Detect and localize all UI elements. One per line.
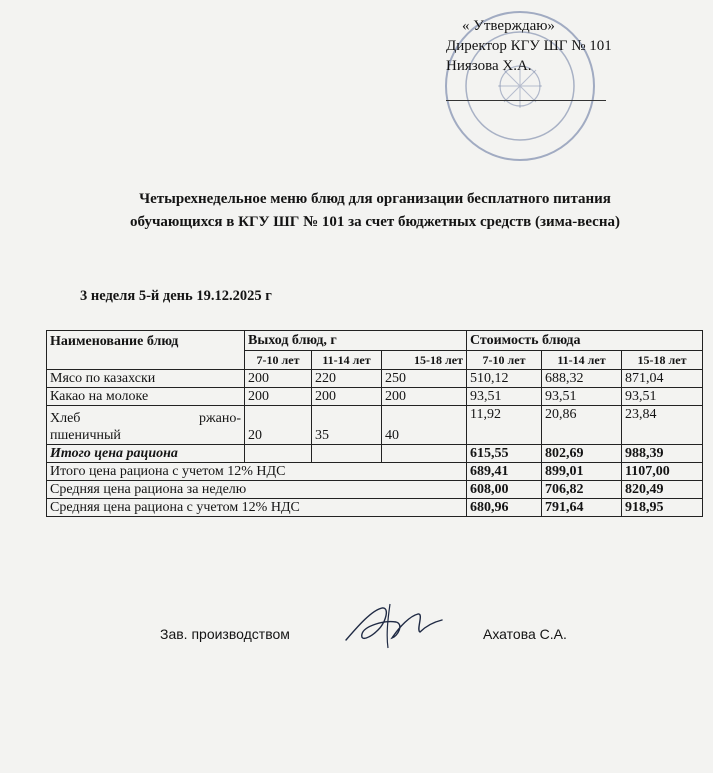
age-header: 7-10 лет xyxy=(467,351,542,370)
table-row xyxy=(47,406,703,445)
footer-role: Зав. производством xyxy=(160,626,290,642)
cost-value: 688,32 xyxy=(542,370,622,388)
total-label: Средняя цена рациона за неделю xyxy=(47,481,467,499)
dish-name: Какао на молоке xyxy=(47,388,245,406)
header-row xyxy=(47,331,703,351)
output-value: 250 xyxy=(382,370,467,388)
title-line-2: обучающихся в КГУ ШГ № 101 за счет бюджетных средств (зима-весна) xyxy=(130,214,620,230)
header-name: Наименование блюд xyxy=(47,331,245,370)
header-output: Выход блюд, г xyxy=(245,331,467,351)
total-value: 820,49 xyxy=(622,481,703,499)
output-value: 200 xyxy=(245,388,312,406)
output-value: 20 xyxy=(245,406,312,445)
total-value: 988,39 xyxy=(622,445,703,463)
header-cost: Стоимость блюда xyxy=(467,331,703,351)
cost-value: 510,12 xyxy=(467,370,542,388)
menu-table xyxy=(46,330,703,517)
output-value: 35 xyxy=(312,406,382,445)
dish-name-line-2: пшеничный xyxy=(50,428,121,443)
title-line-1: Четырехнедельное меню блюд для организации бесплатного питания xyxy=(139,191,611,207)
total-value: 918,95 xyxy=(622,499,703,517)
age-header: 15-18 лет xyxy=(622,351,703,370)
age-header: 11-14 лет xyxy=(312,351,382,370)
approval-name: Ниязова Х.А. xyxy=(446,58,532,74)
total-row xyxy=(47,481,703,499)
table-row xyxy=(47,370,703,388)
total-label: Итого цена рациона xyxy=(47,445,245,463)
empty-cell xyxy=(312,445,382,463)
output-value: 220 xyxy=(312,370,382,388)
total-value: 615,55 xyxy=(467,445,542,463)
week-day-label: 3 неделя 5-й день 19.12.2025 г xyxy=(80,288,272,304)
approval-director: Директор КГУ ШГ № 101 xyxy=(446,38,612,54)
age-header: 7-10 лет xyxy=(245,351,312,370)
cost-value: 93,51 xyxy=(467,388,542,406)
output-value: 40 xyxy=(382,406,467,445)
dish-name: Мясо по казахски xyxy=(47,370,245,388)
output-value: 200 xyxy=(382,388,467,406)
handwritten-signature xyxy=(338,596,448,656)
total-value: 689,41 xyxy=(467,463,542,481)
total-value: 680,96 xyxy=(467,499,542,517)
total-label: Итого цена рациона с учетом 12% НДС xyxy=(47,463,467,481)
total-label: Средняя цена рациона с учетом 12% НДС xyxy=(47,499,467,517)
dish-name xyxy=(47,406,245,445)
approval-caption: « Утверждаю» xyxy=(462,18,555,34)
age-header: 11-14 лет xyxy=(542,351,622,370)
document-title xyxy=(40,188,710,234)
total-row xyxy=(47,499,703,517)
dish-name-line-1: Хлеб ржано- xyxy=(50,411,241,426)
total-value: 706,82 xyxy=(542,481,622,499)
table-row xyxy=(47,388,703,406)
cost-value: 20,86 xyxy=(542,406,622,445)
cost-value: 93,51 xyxy=(542,388,622,406)
total-value: 1107,00 xyxy=(622,463,703,481)
cost-value: 23,84 xyxy=(622,406,703,445)
approval-block xyxy=(446,16,612,76)
output-value: 200 xyxy=(245,370,312,388)
total-value: 608,00 xyxy=(467,481,542,499)
total-value: 802,69 xyxy=(542,445,622,463)
footer-name: Ахатова С.А. xyxy=(483,626,567,642)
cost-value: 11,92 xyxy=(467,406,542,445)
empty-cell xyxy=(382,445,467,463)
total-value: 899,01 xyxy=(542,463,622,481)
age-header: 15-18 лет xyxy=(382,351,467,370)
output-value: 200 xyxy=(312,388,382,406)
signature-line xyxy=(446,100,606,101)
total-value: 791,64 xyxy=(542,499,622,517)
total-row xyxy=(47,463,703,481)
cost-value: 93,51 xyxy=(622,388,703,406)
empty-cell xyxy=(245,445,312,463)
total-row xyxy=(47,445,703,463)
cost-value: 871,04 xyxy=(622,370,703,388)
